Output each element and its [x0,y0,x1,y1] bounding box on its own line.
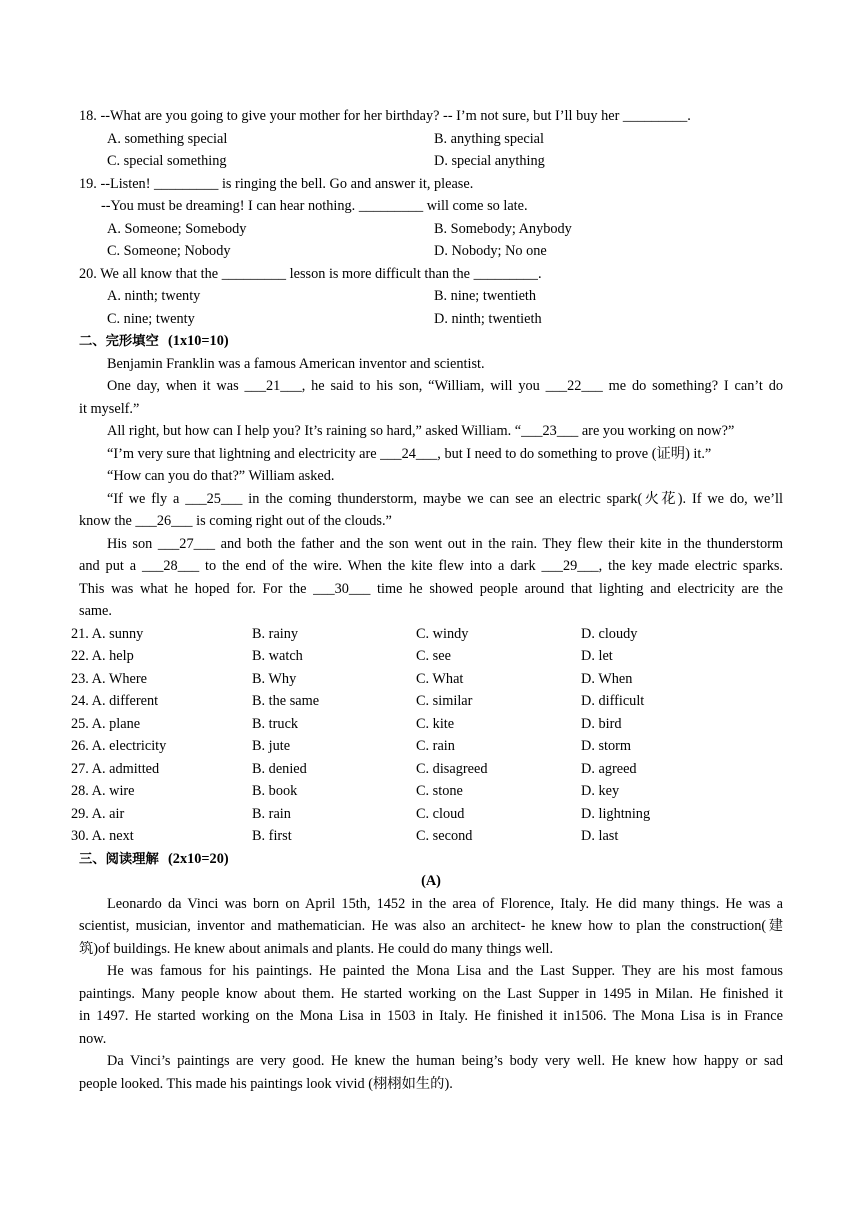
option-c: C. similar [416,693,473,709]
q19-option-d: D. Nobody; No one [434,243,547,259]
option-c: C. What [416,670,464,687]
q18-options-row2 [107,150,783,173]
option-c: C. second [416,828,473,844]
option-d: D. storm [581,738,632,754]
q20-option-d: D. ninth; twentieth [434,310,542,327]
option-c: C. rain [416,738,455,754]
option-b: B. jute [252,738,291,754]
option-d: D. agreed [581,760,637,777]
passage-line: He was famous for his paintings. He painted the Mona Lisa and the Last Supper. They are his most famous [107,963,783,979]
option-d: D. bird [581,715,622,732]
option-b: B. denied [252,760,307,777]
q19-option-a: A. Someone; Somebody [107,220,247,237]
cloze-line: Benjamin Franklin was a famous American inventor and scientist. [107,355,485,372]
section2-title: 二、完形填空 [79,334,159,349]
cloze-option-row [71,623,775,646]
option-a: 21. A. sunny [71,625,144,642]
option-a: 28. A. wire [71,783,135,799]
q18-options-row1 [107,128,783,151]
cloze-line: and put a ___28___ to the end of the wire. When the kite flew into a dark ___29___, the key made electric sparks. [79,558,783,574]
option-a: 26. A. electricity [71,738,167,754]
option-b: B. truck [252,715,299,732]
option-a: 22. A. help [71,648,134,664]
q20-stem: 20. We all know that the _________ lesson is more difficult than the _________. [79,265,542,282]
q20-options-row2 [107,308,783,331]
option-a: 24. A. different [71,693,159,709]
cloze-option-row [71,780,775,803]
q20-option-a: A. ninth; twenty [107,288,201,304]
option-c: C. windy [416,625,469,642]
passage-line: people looked. This made his paintings look vivid (栩栩如生的). [79,1075,453,1092]
cloze-option-row [71,825,775,848]
q20-option-b: B. nine; twentieth [434,288,537,304]
cloze-option-row [71,713,775,736]
cloze-option-row [71,690,775,713]
option-d: D. let [581,648,613,664]
option-b: B. rain [252,805,291,822]
passage-line: scientist, musician, inventor and mathematician. He was also an architect- he knew how to plan the construction(建 [79,918,783,934]
section2-points: (1x10=10) [168,333,229,349]
option-b: B. rainy [252,625,299,642]
q20-option-c: C. nine; twenty [107,310,195,327]
option-a: 30. A. next [71,828,134,844]
section3-points: (2x10=20) [168,850,229,867]
option-c: C. see [416,648,451,664]
option-c: C. cloud [416,805,465,822]
cloze-line: same. [79,603,112,619]
cloze-option-row [71,645,775,668]
section3-title: 三、阅读理解 [79,851,159,867]
option-d: D. key [581,783,620,799]
cloze-line: His son ___27___ and both the father and the son went out in the rain. They flew their kite in the thunderstorm [107,535,783,552]
q19-option-b: B. Somebody; Anybody [434,220,572,237]
section2-heading [79,330,783,353]
q20-options-row1 [107,285,783,308]
option-b: B. the same [252,693,320,709]
option-b: B. first [252,828,292,844]
cloze-option-row [71,803,775,826]
q19-options-row2 [107,240,783,263]
option-a: 25. A. plane [71,715,141,732]
q18-option-b: B. anything special [434,130,544,147]
option-c: C. stone [416,783,463,799]
option-d: D. difficult [581,693,645,709]
cloze-line: This was what he hoped for. For the ___30___ time he showed people around that lighting and electricity are the [79,580,783,597]
cloze-line: know the ___26___ is coming right out of the clouds.” [79,513,392,529]
section3-heading [79,848,783,871]
option-a: 23. A. Where [71,670,147,687]
cloze-line: “How can you do that?” William asked. [107,468,335,484]
option-b: B. book [252,783,298,799]
passage-line: Da Vinci’s paintings are very good. He knew the human being’s body very well. He knew how happy or sad [107,1053,783,1069]
option-a: 27. A. admitted [71,760,160,777]
option-d: D. last [581,828,619,844]
passage-line: 筑)of buildings. He knew about animals and plants. He could do many things well. [79,940,554,957]
cloze-line: All right, but how can I help you? It’s raining so hard,” asked William. “___23___ are you working on now?” [107,423,735,439]
option-c: C. kite [416,715,455,732]
option-d: D. cloudy [581,625,638,642]
q19-stem-reply: --You must be dreaming! I can hear nothing. _________ will come so late. [101,198,528,214]
option-b: B. Why [252,670,297,687]
passage-line: paintings. Many people know about them. He started working on the Last Supper in 1495 in Milan. He finished it [79,985,783,1002]
option-d: D. lightning [581,805,651,822]
option-d: D. When [581,670,633,687]
option-c: C. disagreed [416,760,488,777]
q19-stem: 19. --Listen! _________ is ringing the bell. Go and answer it, please. [79,175,474,192]
passage-line: in 1497. He started working on the Mona Lisa in 1503 in Italy. He finished it in1506. The Mona Lisa is in France [79,1008,783,1024]
q19-options-row1 [107,218,783,241]
cloze-option-row [71,735,775,758]
cloze-line: One day, when it was ___21___, he said to his son, “William, will you ___22___ me do something? I can’t do [107,378,783,394]
passage-line: Leonardo da Vinci was born on April 15th, 1452 in the area of Florence, Italy. He did many things. He was a [107,895,783,912]
cloze-line: “If we fly a ___25___ in the coming thunderstorm, maybe we can see an electric spark(火花). If we do, we’ll [107,490,783,507]
option-a: 29. A. air [71,805,125,822]
option-b: B. watch [252,648,303,664]
cloze-line: “I’m very sure that lightning and electricity are ___24___, but I need to do something to prove (证明) it.” [107,445,712,462]
q19-option-c: C. Someone; Nobody [107,243,231,259]
q18-stem: 18. --What are you going to give your mother for her birthday? -- I’m not sure, but I’ll buy her _________. [79,108,691,124]
q18-option-c: C. special something [107,153,227,169]
passage-label: (A) [421,873,441,889]
cloze-line: it myself.” [79,400,140,417]
q18-option-d: D. special anything [434,153,545,169]
cloze-option-row [71,758,775,781]
passage-line: now. [79,1030,107,1047]
cloze-option-row [71,668,775,691]
q18-option-a: A. something special [107,130,228,147]
